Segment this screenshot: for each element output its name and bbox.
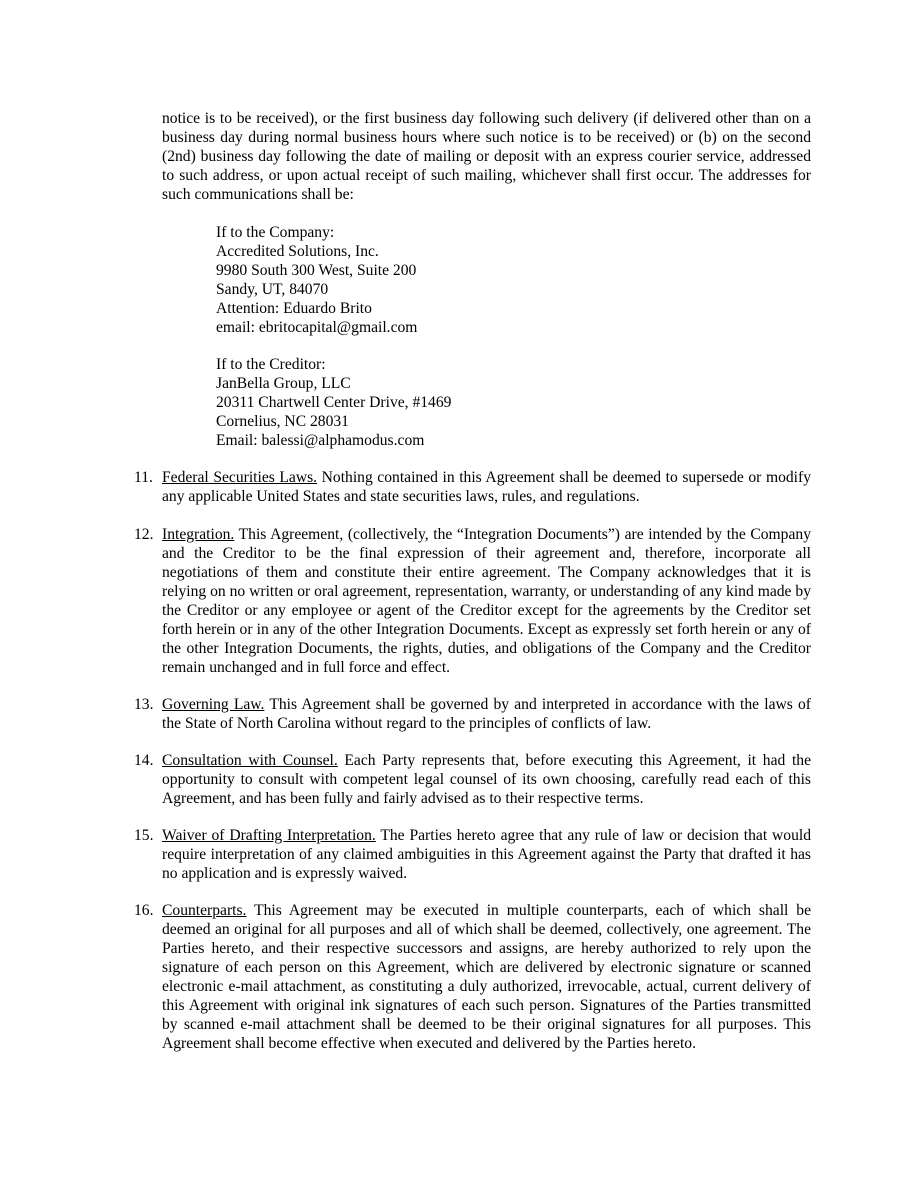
- creditor-address-block: [216, 355, 451, 450]
- section-number: 16.: [134, 902, 154, 919]
- section-number: 14.: [134, 752, 154, 769]
- section-14-consultation-with-counsel: [162, 751, 811, 808]
- creditor-address-line: 20311 Chartwell Center Drive, #1469: [216, 394, 452, 411]
- section-body: This Agreement shall be governed by and interpreted in accordance with the laws of the State of North Carolina without regard to the principles of conflicts of law.: [162, 696, 811, 732]
- company-address-line: 9980 South 300 West, Suite 200: [216, 262, 417, 279]
- section-body: This Agreement may be executed in multiple counterparts, each of which shall be deemed an original for all purposes and all of which shall be deemed, collectively, one agreement. The Parties hereto, and their respective successors and assigns, are hereby authorized to rely upon the signature of each person on this Agreement, which are delivered by electronic signature or scanned electronic e-mail attachment, as constituting a duly authorized, irrevocable, actual, current delivery of this Agreement with original ink signatures of each such person. Signatures of the Parties transmitted by scanned e-mail attachment shall be deemed to be their original signatures for all purposes. This Agreement shall become effective when executed and delivered by the Parties hereto.: [162, 902, 811, 1052]
- creditor-address-line: JanBella Group, LLC: [216, 375, 351, 392]
- section-heading: Federal Securities Laws.: [162, 469, 318, 486]
- section-number: 11.: [134, 469, 153, 486]
- creditor-address-line: Cornelius, NC 28031: [216, 413, 349, 430]
- section-11-federal-securities-laws: [162, 468, 811, 506]
- section-16-counterparts: [162, 901, 811, 1053]
- section-body: Each Party represents that, before executing this Agreement, it had the opportunity to consult with competent legal counsel of its own choosing, carefully read each of this Agreement, and has been fully and fairly advised as to their respective terms.: [162, 752, 811, 807]
- company-address-line: Attention: Eduardo Brito: [216, 300, 372, 317]
- section-12-integration: [162, 525, 811, 677]
- section-number: 13.: [134, 696, 154, 713]
- section-heading: Consultation with Counsel.: [162, 752, 338, 769]
- section-15-waiver-of-drafting-interpretation: [162, 826, 811, 883]
- creditor-address-line: If to the Creditor:: [216, 356, 326, 373]
- section-heading: Counterparts.: [162, 902, 247, 919]
- company-address-line: Accredited Solutions, Inc.: [216, 243, 379, 260]
- section-13-governing-law: [162, 695, 811, 733]
- creditor-email-line: Email: balessi@alphamodus.com: [216, 432, 425, 449]
- section-heading: Governing Law.: [162, 696, 265, 713]
- company-address-block: [216, 223, 417, 337]
- company-address-line: Sandy, UT, 84070: [216, 281, 329, 298]
- section-number: 12.: [134, 526, 154, 543]
- section-body: The Parties hereto agree that any rule of law or decision that would require interpretation of any claimed ambiguities in this Agreement against the Party that drafted it has no application and is expressly waived.: [162, 827, 811, 882]
- section-body: Nothing contained in this Agreement shall be deemed to supersede or modify any applicable United States and state securities laws, rules, and regulations.: [162, 469, 811, 505]
- company-email-line: email: ebritocapital@gmail.com: [216, 319, 418, 336]
- section-heading: Integration.: [162, 526, 235, 543]
- section-heading: Waiver of Drafting Interpretation.: [162, 827, 376, 844]
- section-number: 15.: [134, 827, 154, 844]
- company-address-line: If to the Company:: [216, 224, 335, 241]
- section-body: This Agreement, (collectively, the “Integration Documents”) are intended by the Company and the Creditor to be the final expression of their agreement and, therefore, incorporate all negotiations of them and constitute their entire agreement. The Company acknowledges that it is relying on no written or oral agreement, representation, warranty, or understanding of any kind made by the Creditor or any employee or agent of the Creditor except for the agreements by the Creditor set forth herein or in any of the other Integration Documents. Except as expressly set forth herein or any of the other Integration Documents, the rights, duties, and obligations of the Company and the Creditor remain unchanged and in full force and effect.: [162, 526, 811, 676]
- intro-paragraph: notice is to be received), or the first business day following such delivery (if delivered other than on a business day during normal business hours where such notice is to be received) or (b) on the second (2nd) business day following the date of mailing or deposit with an express courier service, addressed to such address, or upon actual receipt of such mailing, whichever shall first occur. The addresses for such communications shall be:: [162, 110, 811, 203]
